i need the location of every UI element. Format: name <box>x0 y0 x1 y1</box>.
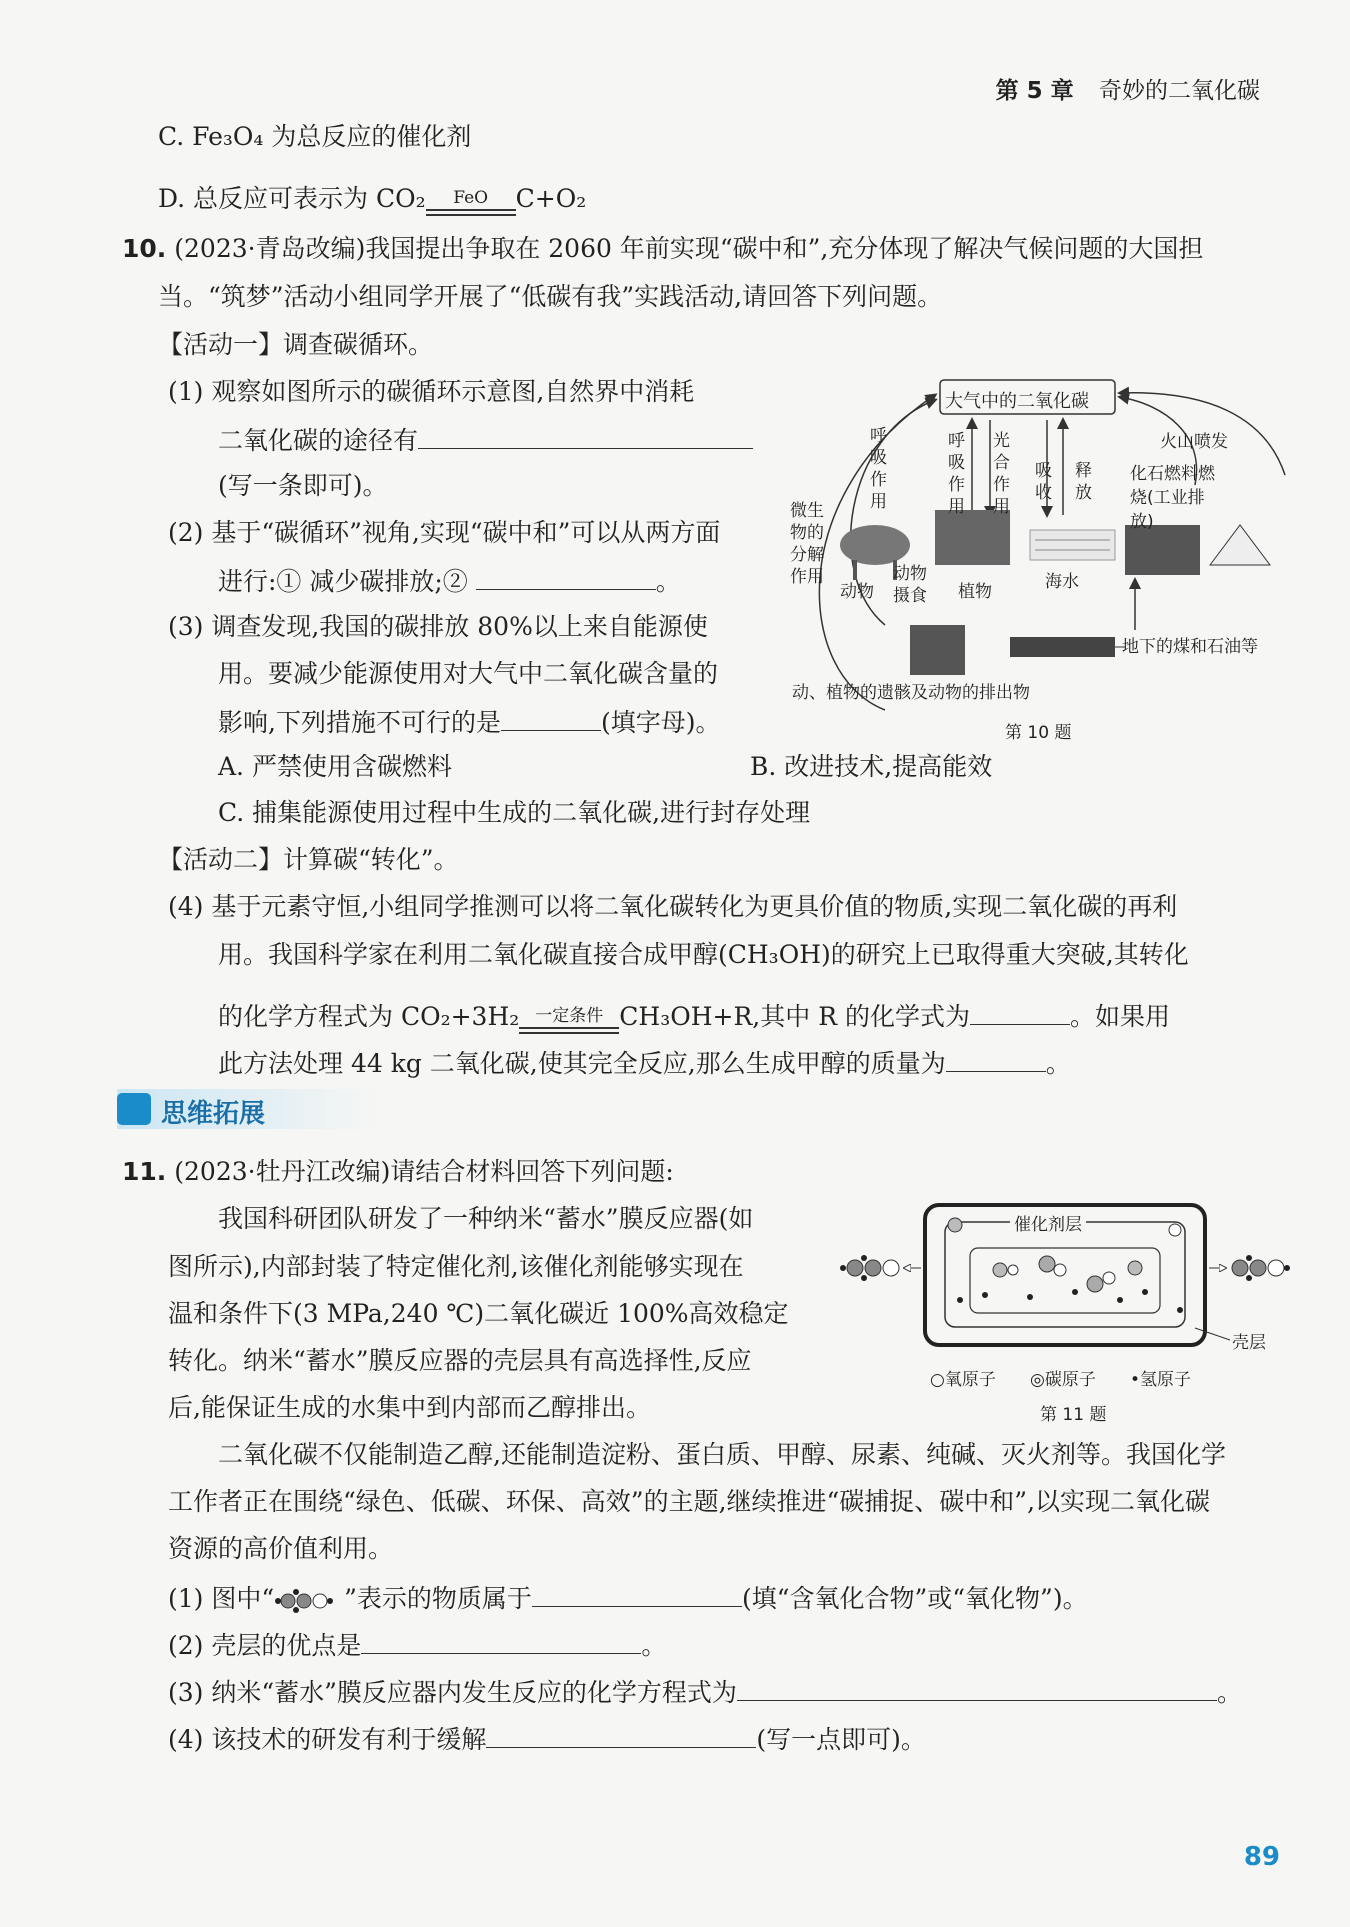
q11-p2-text: (2) 壳层的优点是 <box>168 1631 362 1660</box>
plant-image <box>935 510 1010 565</box>
animal-image <box>840 525 910 565</box>
fig10-remains: 动、植物的遗骸及动物的排出物 <box>792 683 1030 703</box>
q10-condition: 一定条件 <box>535 1006 604 1026</box>
q11-p4-end: (写一点即可)。 <box>756 1725 926 1754</box>
q10-p4c <box>218 998 1170 1034</box>
fig11-hydrogen: •氢原子 <box>1130 1370 1192 1390</box>
chapter-title: 奇妙的二氧化碳 <box>1099 78 1260 104</box>
fig11-catalyst: 催化剂层 <box>1010 1210 1086 1235</box>
q10-p4d-end: 。 <box>1045 1049 1071 1078</box>
q10-equation-arrow <box>519 1006 619 1034</box>
q10-p2a: (2) 基于“碳循环”视角,实现“碳中和”可以从两方面 <box>168 518 721 547</box>
q11-m1: 我国科研团队研发了一种纳米“蓄水”膜反应器(如 <box>218 1204 754 1233</box>
q10-p4b: 用。我国科学家在利用二氧化碳直接合成甲醇(CH₃OH)的研究上已取得重大突破,其转化 <box>218 940 1189 969</box>
fig10-sea: 海水 <box>1045 572 1079 592</box>
q11-p1-blank[interactable] <box>532 1580 742 1607</box>
q11-p4 <box>168 1721 926 1757</box>
q10-activity2: 【活动二】计算碳“转化”。 <box>158 845 459 874</box>
q10-p2b-text: 进行:① 减少碳排放;② <box>218 567 468 596</box>
fig10-photosynthesis: 光合作用 <box>993 431 1010 517</box>
q11-p2 <box>168 1627 666 1663</box>
q10-p3-blank[interactable] <box>501 704 601 731</box>
q10-p2-blank[interactable] <box>476 563 656 590</box>
q10-p4-blank-r[interactable] <box>970 998 1070 1025</box>
fig11-carbon: ◎碳原子 <box>1030 1370 1096 1390</box>
q11-m5: 后,能保证生成的水集中到内部而乙醇排出。 <box>168 1393 651 1422</box>
q9-option-c: C. Fe₃O₄ 为总反应的催化剂 <box>158 122 472 151</box>
pencil-icon <box>117 1093 151 1125</box>
sea-image <box>1030 530 1115 560</box>
q10-p3c-end: (填字母)。 <box>600 708 721 737</box>
fig10-coal: 地下的煤和石油等 <box>1122 637 1258 657</box>
q11-m2: 图所示),内部封装了特定催化剂,该催化剂能够实现在 <box>168 1252 744 1281</box>
remains-image <box>910 625 965 675</box>
q11-p1c: (填“含氧化合物”或“氧化物”)。 <box>741 1584 1088 1613</box>
fig10-volcano: 火山喷发 <box>1160 432 1228 452</box>
q9-equation-arrow <box>426 188 516 216</box>
inner-core <box>970 1248 1160 1313</box>
q11-m6: 二氧化碳不仅能制造乙醇,还能制造淀粉、蛋白质、甲醇、尿素、纯碱、灭火剂等。我国化学 <box>218 1440 1226 1469</box>
fig11-oxygen: ○氧原子 <box>930 1370 996 1390</box>
fig10-release: 释放 <box>1075 461 1092 503</box>
catalyst-layer <box>945 1222 1185 1327</box>
q10-p4c-end: 。如果用 <box>1069 1002 1170 1031</box>
ethanol-left-icon <box>840 1255 899 1281</box>
q10-p2b <box>218 563 681 599</box>
q11-p1b: ”表示的物质属于 <box>344 1584 532 1613</box>
q10-option-a: A. 严禁使用含碳燃料 <box>218 752 452 781</box>
fig11-shell: 壳层 <box>1232 1333 1266 1353</box>
q10-p3c <box>218 704 720 740</box>
q10-stem2: 当。“筑梦”活动小组同学开展了“低碳有我”实践活动,请回答下列问题。 <box>158 282 943 311</box>
fig10-breath: 呼吸作用 <box>870 426 887 512</box>
q11-stem <box>122 1155 674 1189</box>
q10-number: 10. <box>122 234 167 263</box>
q10-p3c-text: 影响,下列措施不可行的是 <box>218 708 501 737</box>
fig10-fossil: 化石燃料燃烧(工业排放) <box>1130 464 1215 532</box>
fig10-plant: 植物 <box>958 582 992 602</box>
fig10-animal: 动物 <box>840 582 874 602</box>
q10-p4c-prefix: 的化学方程式为 CO₂+3H₂ <box>218 1002 520 1031</box>
coal-image <box>1010 637 1115 657</box>
q10-p1-blank[interactable] <box>418 422 753 449</box>
ethanol-molecule-icon <box>274 1589 344 1613</box>
q11-p1 <box>168 1580 1088 1616</box>
q10-p3b: 用。要减少能源使用对大气中二氧化碳含量的 <box>218 659 719 688</box>
q11-p3-blank[interactable] <box>737 1674 1217 1701</box>
q11-m8: 资源的高价值利用。 <box>168 1534 394 1563</box>
fig10-absorb: 吸收 <box>1035 461 1052 503</box>
fig11-caption: 第 11 题 <box>1040 1405 1107 1425</box>
q10-p1c: (写一条即可)。 <box>218 471 388 500</box>
section-heading <box>117 1089 317 1129</box>
q11-p2-blank[interactable] <box>361 1627 641 1654</box>
q11-stem-text: (2023·牡丹江改编)请结合材料回答下列问题: <box>174 1157 674 1186</box>
q10-p4-blank-mass[interactable] <box>946 1045 1046 1072</box>
chapter-number: 第 5 章 <box>995 78 1074 104</box>
q11-p4-text: (4) 该技术的研发有利于缓解 <box>168 1725 487 1754</box>
q11-p4-blank[interactable] <box>486 1721 756 1748</box>
q11-m3: 温和条件下(3 MPa,240 ℃)二氧化碳近 100%高效稳定 <box>168 1299 789 1328</box>
q9-d-suffix: C+O₂ <box>515 184 587 213</box>
q9-condition: FeO <box>453 188 489 208</box>
q11-p2-end: 。 <box>641 1631 667 1660</box>
q10-p4d <box>218 1045 1071 1081</box>
fig10-eat: 动物摄食 <box>893 564 927 606</box>
q10-p4a: (4) 基于元素守恒,小组同学推测可以将二氧化碳转化为更具价值的物质,实现二氧化碳的再利 <box>168 892 1178 921</box>
fig10-decompose: 微生物的分解作用 <box>790 501 824 587</box>
q10-option-c: C. 捕集能源使用过程中生成的二氧化碳,进行封存处理 <box>218 798 811 827</box>
q10-activity1: 【活动一】调查碳循环。 <box>158 330 434 359</box>
ethanol-right-icon <box>1232 1255 1290 1281</box>
q11-m4: 转化。纳米“蓄水”膜反应器的壳层具有高选择性,反应 <box>168 1346 752 1375</box>
q10-stem-line1 <box>122 232 1203 266</box>
q11-p3-end: 。 <box>1216 1678 1242 1707</box>
q9-d-prefix: D. 总反应可表示为 CO₂ <box>158 184 426 213</box>
q10-p1b <box>218 422 753 458</box>
page-header <box>996 72 1260 105</box>
q10-p2-end: 。 <box>655 567 681 596</box>
q10-p1a: (1) 观察如图所示的碳循环示意图,自然界中消耗 <box>168 377 695 406</box>
section-title: 思维拓展 <box>161 1099 266 1129</box>
q11-p3 <box>168 1674 1242 1710</box>
q10-option-b: B. 改进技术,提高能效 <box>750 752 993 781</box>
q10-p3a: (3) 调查发现,我国的碳排放 80%以上来自能源使 <box>168 612 708 641</box>
fig10-animal-breath: 呼吸作用 <box>948 431 965 517</box>
fig10-caption: 第 10 题 <box>1005 723 1072 743</box>
fig10-atmosphere: 大气中的二氧化碳 <box>945 391 1089 412</box>
page-number: 89 <box>1243 1842 1280 1872</box>
q10-p4d-text: 此方法处理 44 kg 二氧化碳,使其完全反应,那么生成甲醇的质量为 <box>218 1049 946 1078</box>
q10-p4c-suffix: CH₃OH+R,其中 R 的化学式为 <box>619 1002 970 1031</box>
q10-p1b-text: 二氧化碳的途径有 <box>218 426 419 455</box>
q11-p3-text: (3) 纳米“蓄水”膜反应器内发生反应的化学方程式为 <box>168 1678 737 1707</box>
q11-p1a: (1) 图中“ <box>168 1584 275 1613</box>
q10-stem1: (2023·青岛改编)我国提出争取在 2060 年前实现“碳中和”,充分体现了解决气候问题的大国担 <box>174 234 1204 263</box>
q11-number: 11. <box>122 1157 167 1186</box>
q9-option-d <box>158 182 586 216</box>
q11-m7: 工作者正在围绕“绿色、低碳、环保、高效”的主题,继续推进“碳捕捉、碳中和”,以实现二氧化碳 <box>168 1487 1211 1516</box>
